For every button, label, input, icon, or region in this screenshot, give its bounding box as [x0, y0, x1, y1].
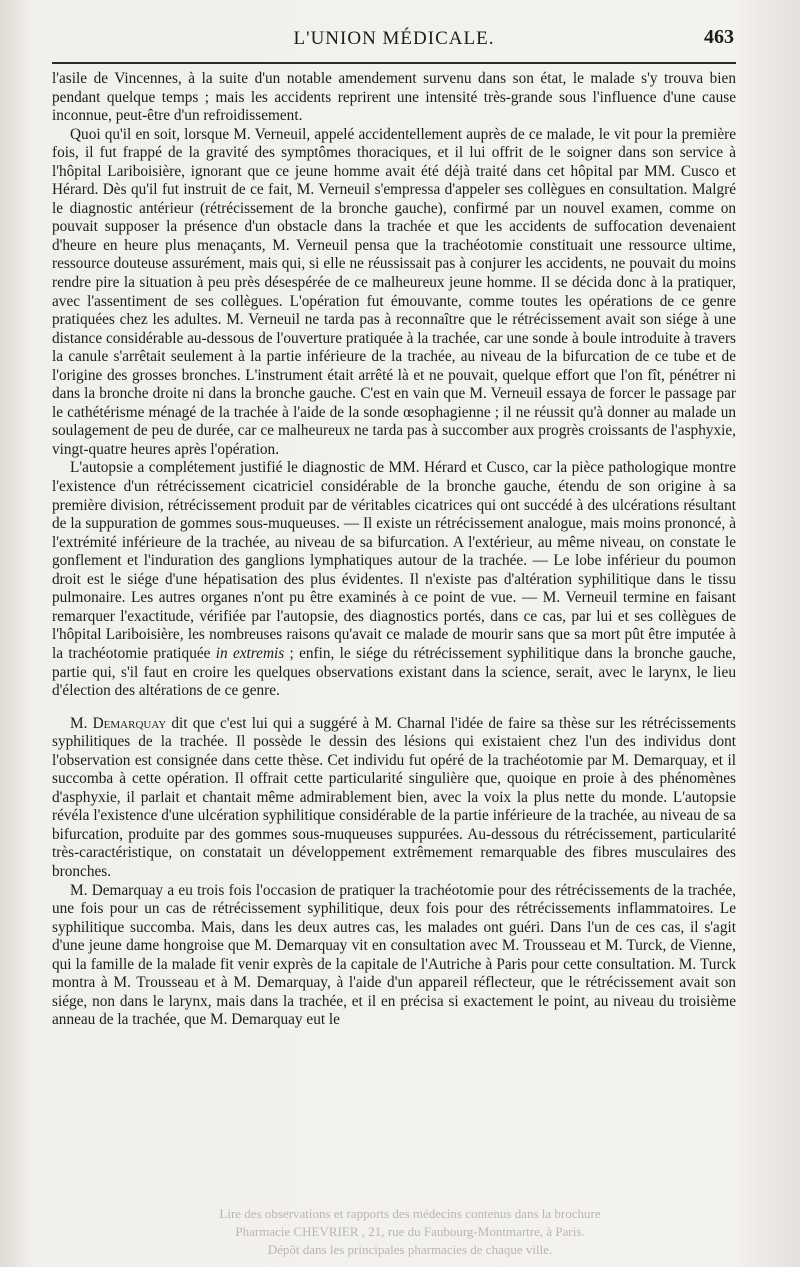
running-title: L'UNION MÉDICALE. — [293, 28, 495, 49]
speaker-name: Demarquay — [92, 714, 167, 732]
page-number: 463 — [704, 26, 734, 48]
paragraph-1-text: l'asile de Vincennes, à la suite d'un notable amendement survenu dans son état, le malade s'y trouva bien pendant quelque temps ; mais les accidents reprirent une intensité très-grande sous l'influence d'une cause inconnue, peut-être d'un refroidissement. — [52, 70, 736, 125]
bleed-line: Dépôt dans les principales pharmacies de chaque ville. — [267, 1242, 553, 1257]
bleed-line: Lire des observations et rapports des médecins contenus dans la brochure — [219, 1206, 601, 1221]
paragraph-2-text: Quoi qu'il en soit, lorsque M. Verneuil, appelé accidentellement auprès de ce malade, le vit pour la première fois, il fut frappé de la gravité des symptômes thoraciques, et il lui offrit de le soigner dans son service à l'hôpital Lariboisière, ignorant que ce jeune homme avait été déjà traité dans cet hôpital par MM. Cusco et Hérard. Dès qu'il fut instruit de ce fait, M. Verneuil s'empressa d'appeler ses collègues en consultation. Malgré le diagnostic antérieur (rétrécissement de la bronche gauche), confirmé par un nouvel examen, comme on pouvait supposer la présence d'un obstacle dans la trachée et que les accidents de suffocation devenaient d'heure en heure plus menaçants, M. Verneuil pensa que la trachéotomie constituait une ressource ultime, ressource douteuse assurément, mais qui, si elle ne réussissait pas à conjurer les accidents, ne pouvait du moins rendre pire la situation à peu près désespérée de ce malheureux jeune homme. Il se décida donc à la pratiquer, avec l'assentiment de ses collègues. L'opération fut émouvante, comme toutes les opérations de ce genre pratiquées chez les adultes. M. Verneuil ne tarda pas à reconnaître que le rétrécissement avait son siége à une distance considérable au-dessous de l'ouverture pratiquée à la trachée, car une sonde à boule introduite à travers la canule s'arrêtait seulement à la partie inférieure de la trachée, au niveau de la bifurcation de ce tube et de l'origine des grosses bronches. L'instrument était arrêté là et ne pouvait, quelque effort que l'on fît, pénétrer ni dans la bronche droite ni dans la bronche gauche. C'est en vain que M. Verneuil essaya de forcer le passage par le cathétérisme ménagé de la trachée à l'aide de la sonde œsophagienne ; il ne réussit qu'à donner au malade un soulagement de peu de durée, car ce malheureux ne tarda pas à succomber aux progrès croissants de l'asphyxie, vingt-quatre heures après l'opération. — [52, 125, 736, 458]
paragraph-3-after: ; enfin, le siége du rétrécissement syphilitique dans la bronche gauche, partie qui, s'il faut en croire les quelques observations existant dans la science, serait, avec le larynx, le lieu d'élection des altérations de ce genre. — [52, 644, 736, 700]
paragraph-3 — [52, 459, 736, 700]
bleed-through-text — [90, 1205, 730, 1259]
paragraph-4-text: dit que c'est lui qui a suggéré à M. Charnal l'idée de faire sa thèse sur les rétrécissements syphilitiques de la trachée. Il possède le dessin des lésions qui existaient chez l'un des individus dont l'observation est consignée dans cette thèse. Cet individu fut opéré de la trachéotomie par M. Demarquay, et il succomba à cette opération. Il offrait cette particularité singulière que, quoique en proie à des phénomènes d'asphyxie, il parlait et chantait même admirablement bien, avec la voix la plus nette du monde. L'autopsie révéla l'existence d'une ulcération syphilitique considérable de la partie inférieure de la trachée, au niveau de sa bifurcation, produite par des gommes sous-muqueuses suppurées. Au-dessous du rétrécissement, particularité très-caractéristique, on constatait un développement extrêmement remarquable des fibres musculaires des bronches. — [52, 714, 736, 880]
paragraph-5 — [52, 882, 736, 1030]
paragraph-3-italic: in extremis — [215, 644, 285, 662]
paragraph-1 — [52, 70, 736, 126]
paragraph-2 — [52, 126, 736, 460]
page-header — [52, 24, 736, 58]
paragraph-4 — [52, 715, 736, 882]
paragraph-4-lead: M. — [70, 714, 88, 732]
section-gap — [52, 701, 736, 715]
bleed-line: Pharmacie CHEVRIER , 21, rue du Faubourg-Montmartre, à Paris. — [235, 1224, 585, 1239]
header-rule — [52, 62, 736, 64]
paragraph-5-text: M. Demarquay a eu trois fois l'occasion de pratiquer la trachéotomie pour des rétrécissements de la trachée, une fois pour un cas de rétrécissement syphilitique, deux fois pour des rétrécissements inflammatoires. Le syphilitique succomba. Mais, dans les deux autres cas, les malades ont guéri. Dans l'un de ces cas, il s'agit d'une jeune dame hongroise que M. Demarquay vit en consultation avec M. Trousseau et M. Turck, de Vienne, qui la famille de la malade fit venir exprès de la capitale de l'Autriche à Paris pour cette consultation. M. Turck montra à M. Trousseau et à M. Demarquay, à l'aide d'un appareil réflecteur, que le rétrécissement avait son siége, non dans le larynx, mais dans la trachée, et il en précisa si exactement le point, au niveau du troisième anneau de la trachée, que M. Demarquay eut le — [52, 881, 736, 1029]
paragraph-3-text: L'autopsie a complétement justifié le diagnostic de MM. Hérard et Cusco, car la pièce pathologique montre l'existence d'un rétrécissement cicatriciel considérable de la bronche gauche, étendu de son origine à sa première division, rétrécissement produit par de véritables cicatrices qui ont succédé à des ulcérations résultant de la suppuration de gommes sous-muqueuses. — Il existe un rétrécissement analogue, mais moins prononcé, à l'extrémité inférieure de la trachée, au niveau de sa bifurcation. A l'extérieur, au même niveau, on constate le gonflement et l'induration des ganglions lymphatiques autour de la trachée. — Le lobe inférieur du poumon droit est le siége d'une hépatisation des plus évidentes. Il n'existe pas d'altération syphilitique dans le tissu pulmonaire. Les autres organes n'ont pu être examinés à ce point de vue. — M. Verneuil termine en faisant remarquer l'exactitude, vérifiée par l'autopsie, des diagnostics portés, dans ce cas, par lui et ses collègues de l'hôpital Lariboisière, les nombreuses raisons qu'avait ce malade de mourir sans que sa mort pût être imputée à la trachéotomie pratiquée — [52, 459, 736, 662]
article-body — [52, 70, 736, 1030]
